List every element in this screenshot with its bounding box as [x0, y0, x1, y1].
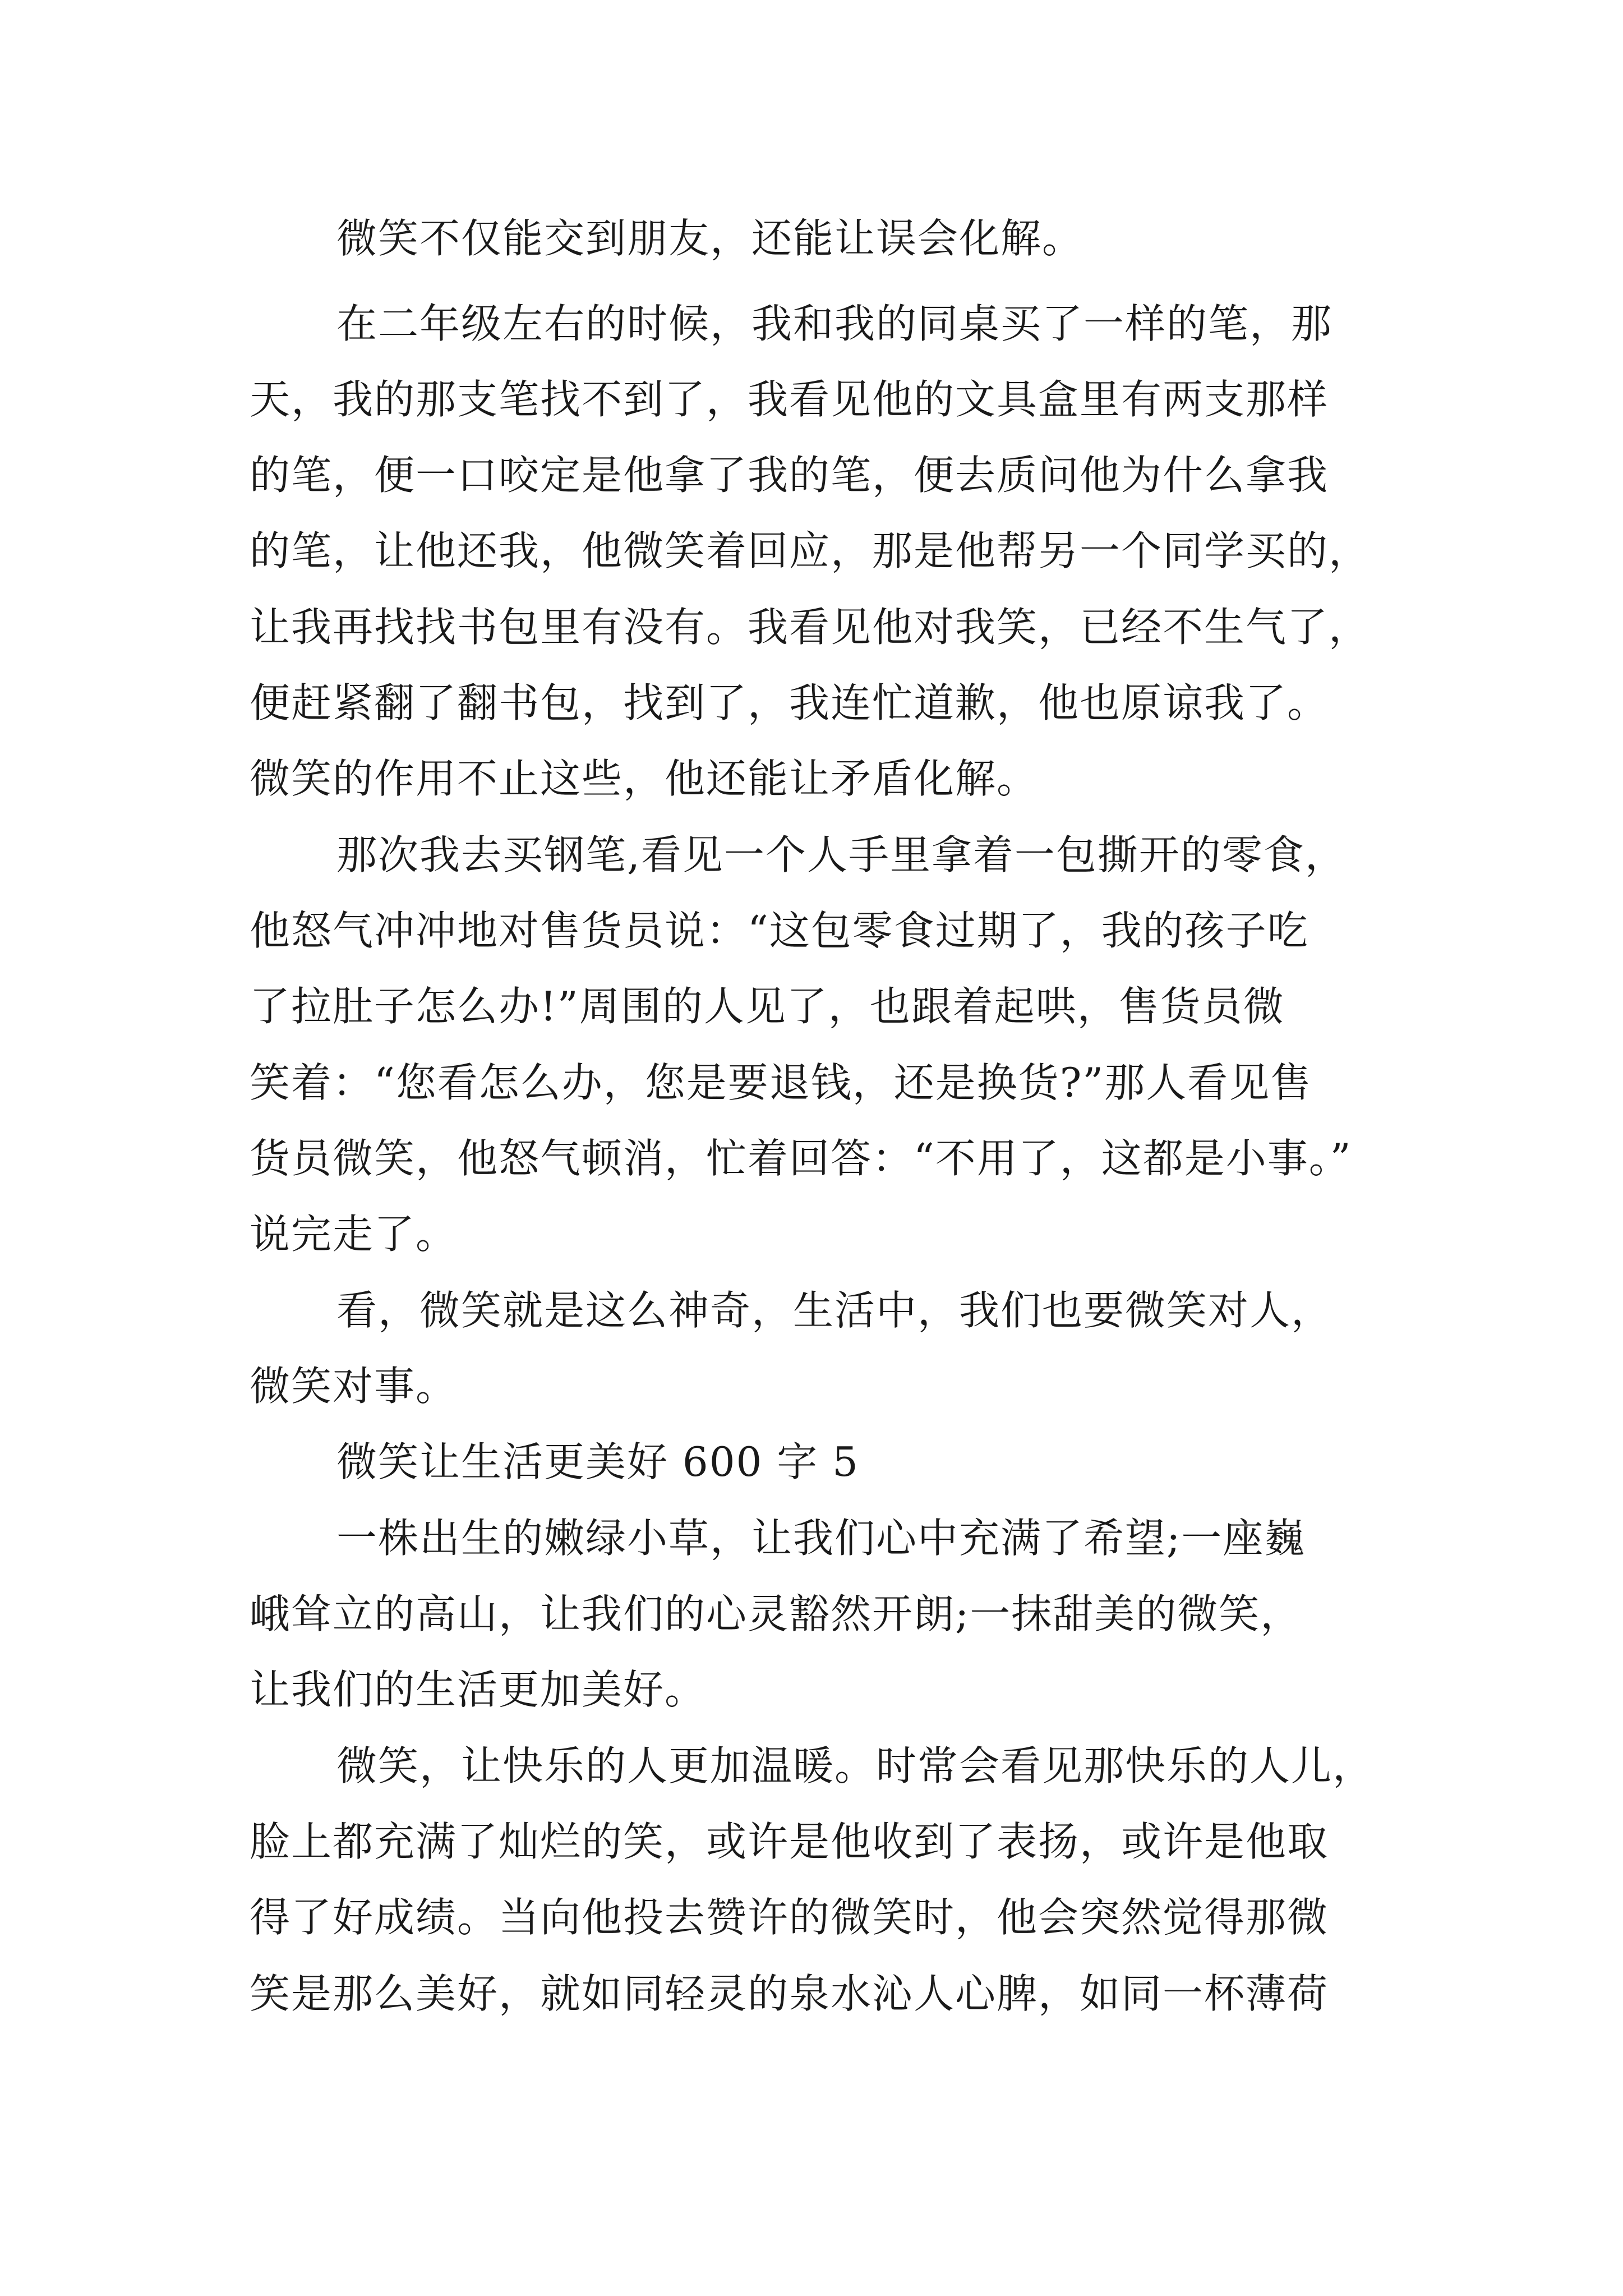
text-line: 他怒气冲冲地对售货员说：“这包零食过期了，我的孩子吃	[250, 907, 1309, 954]
text-line: 让我再找找书包里有没有。我看见他对我笑，已经不生气了，	[250, 604, 1371, 651]
section-heading: 微笑让生活更美好 600 字 5	[336, 1438, 859, 1485]
text-line: 得了好成绩。当向他投去赞许的微笑时，他会突然觉得那微	[250, 1894, 1329, 1941]
text-line: 货员微笑，他怒气顿消，忙着回答：“不用了，这都是小事。”	[250, 1135, 1352, 1182]
text-line: 笑是那么美好，就如同轻灵的泉水沁人心脾，如同一杯薄荷	[250, 1970, 1329, 2017]
text-line: 了拉肚子怎么办!”周围的人见了，也跟着起哄，售货员微	[250, 983, 1285, 1030]
text-line: 微笑的作用不止这些，他还能让矛盾化解。	[250, 755, 1039, 802]
text-line: 便赶紧翻了翻书包，找到了，我连忙道歉，他也原谅我了。	[250, 679, 1329, 726]
text-line: 微笑，让快乐的人更加温暖。时常会看见那快乐的人儿，	[336, 1742, 1375, 1789]
text-line: 脸上都充满了灿烂的笑，或许是他收到了表扬，或许是他取	[250, 1818, 1329, 1865]
text-line: 微笑对事。	[250, 1363, 458, 1410]
text-line: 那次我去买钢笔,看见一个人手里拿着一包撕开的零食，	[336, 831, 1347, 878]
text-line: 在二年级左右的时候，我和我的同桌买了一样的笔，那	[336, 300, 1333, 347]
text-line: 天，我的那支笔找不到了，我看见他的文具盒里有两支那样	[250, 376, 1329, 423]
text-line: 让我们的生活更加美好。	[250, 1666, 707, 1713]
text-line: 的笔，便一口咬定是他拿了我的笔，便去质问他为什么拿我	[250, 452, 1329, 499]
text-line: 的笔，让他还我，他微笑着回应，那是他帮另一个同学买的，	[250, 527, 1371, 574]
text-line: 看，微笑就是这么神奇，生活中，我们也要微笑对人，	[336, 1287, 1333, 1334]
text-line: 微笑不仅能交到朋友，还能让误会化解。	[336, 215, 1084, 262]
text-line: 一株出生的嫩绿小草，让我们心中充满了希望;一座巍	[336, 1515, 1306, 1562]
text-line: 峨耸立的高山，让我们的心灵豁然开朗;一抹甜美的微笑，	[250, 1590, 1302, 1637]
text-line: 笑着：“您看怎么办，您是要退钱，还是换货?”那人看见售	[250, 1059, 1312, 1106]
text-line: 说完走了。	[250, 1211, 458, 1258]
